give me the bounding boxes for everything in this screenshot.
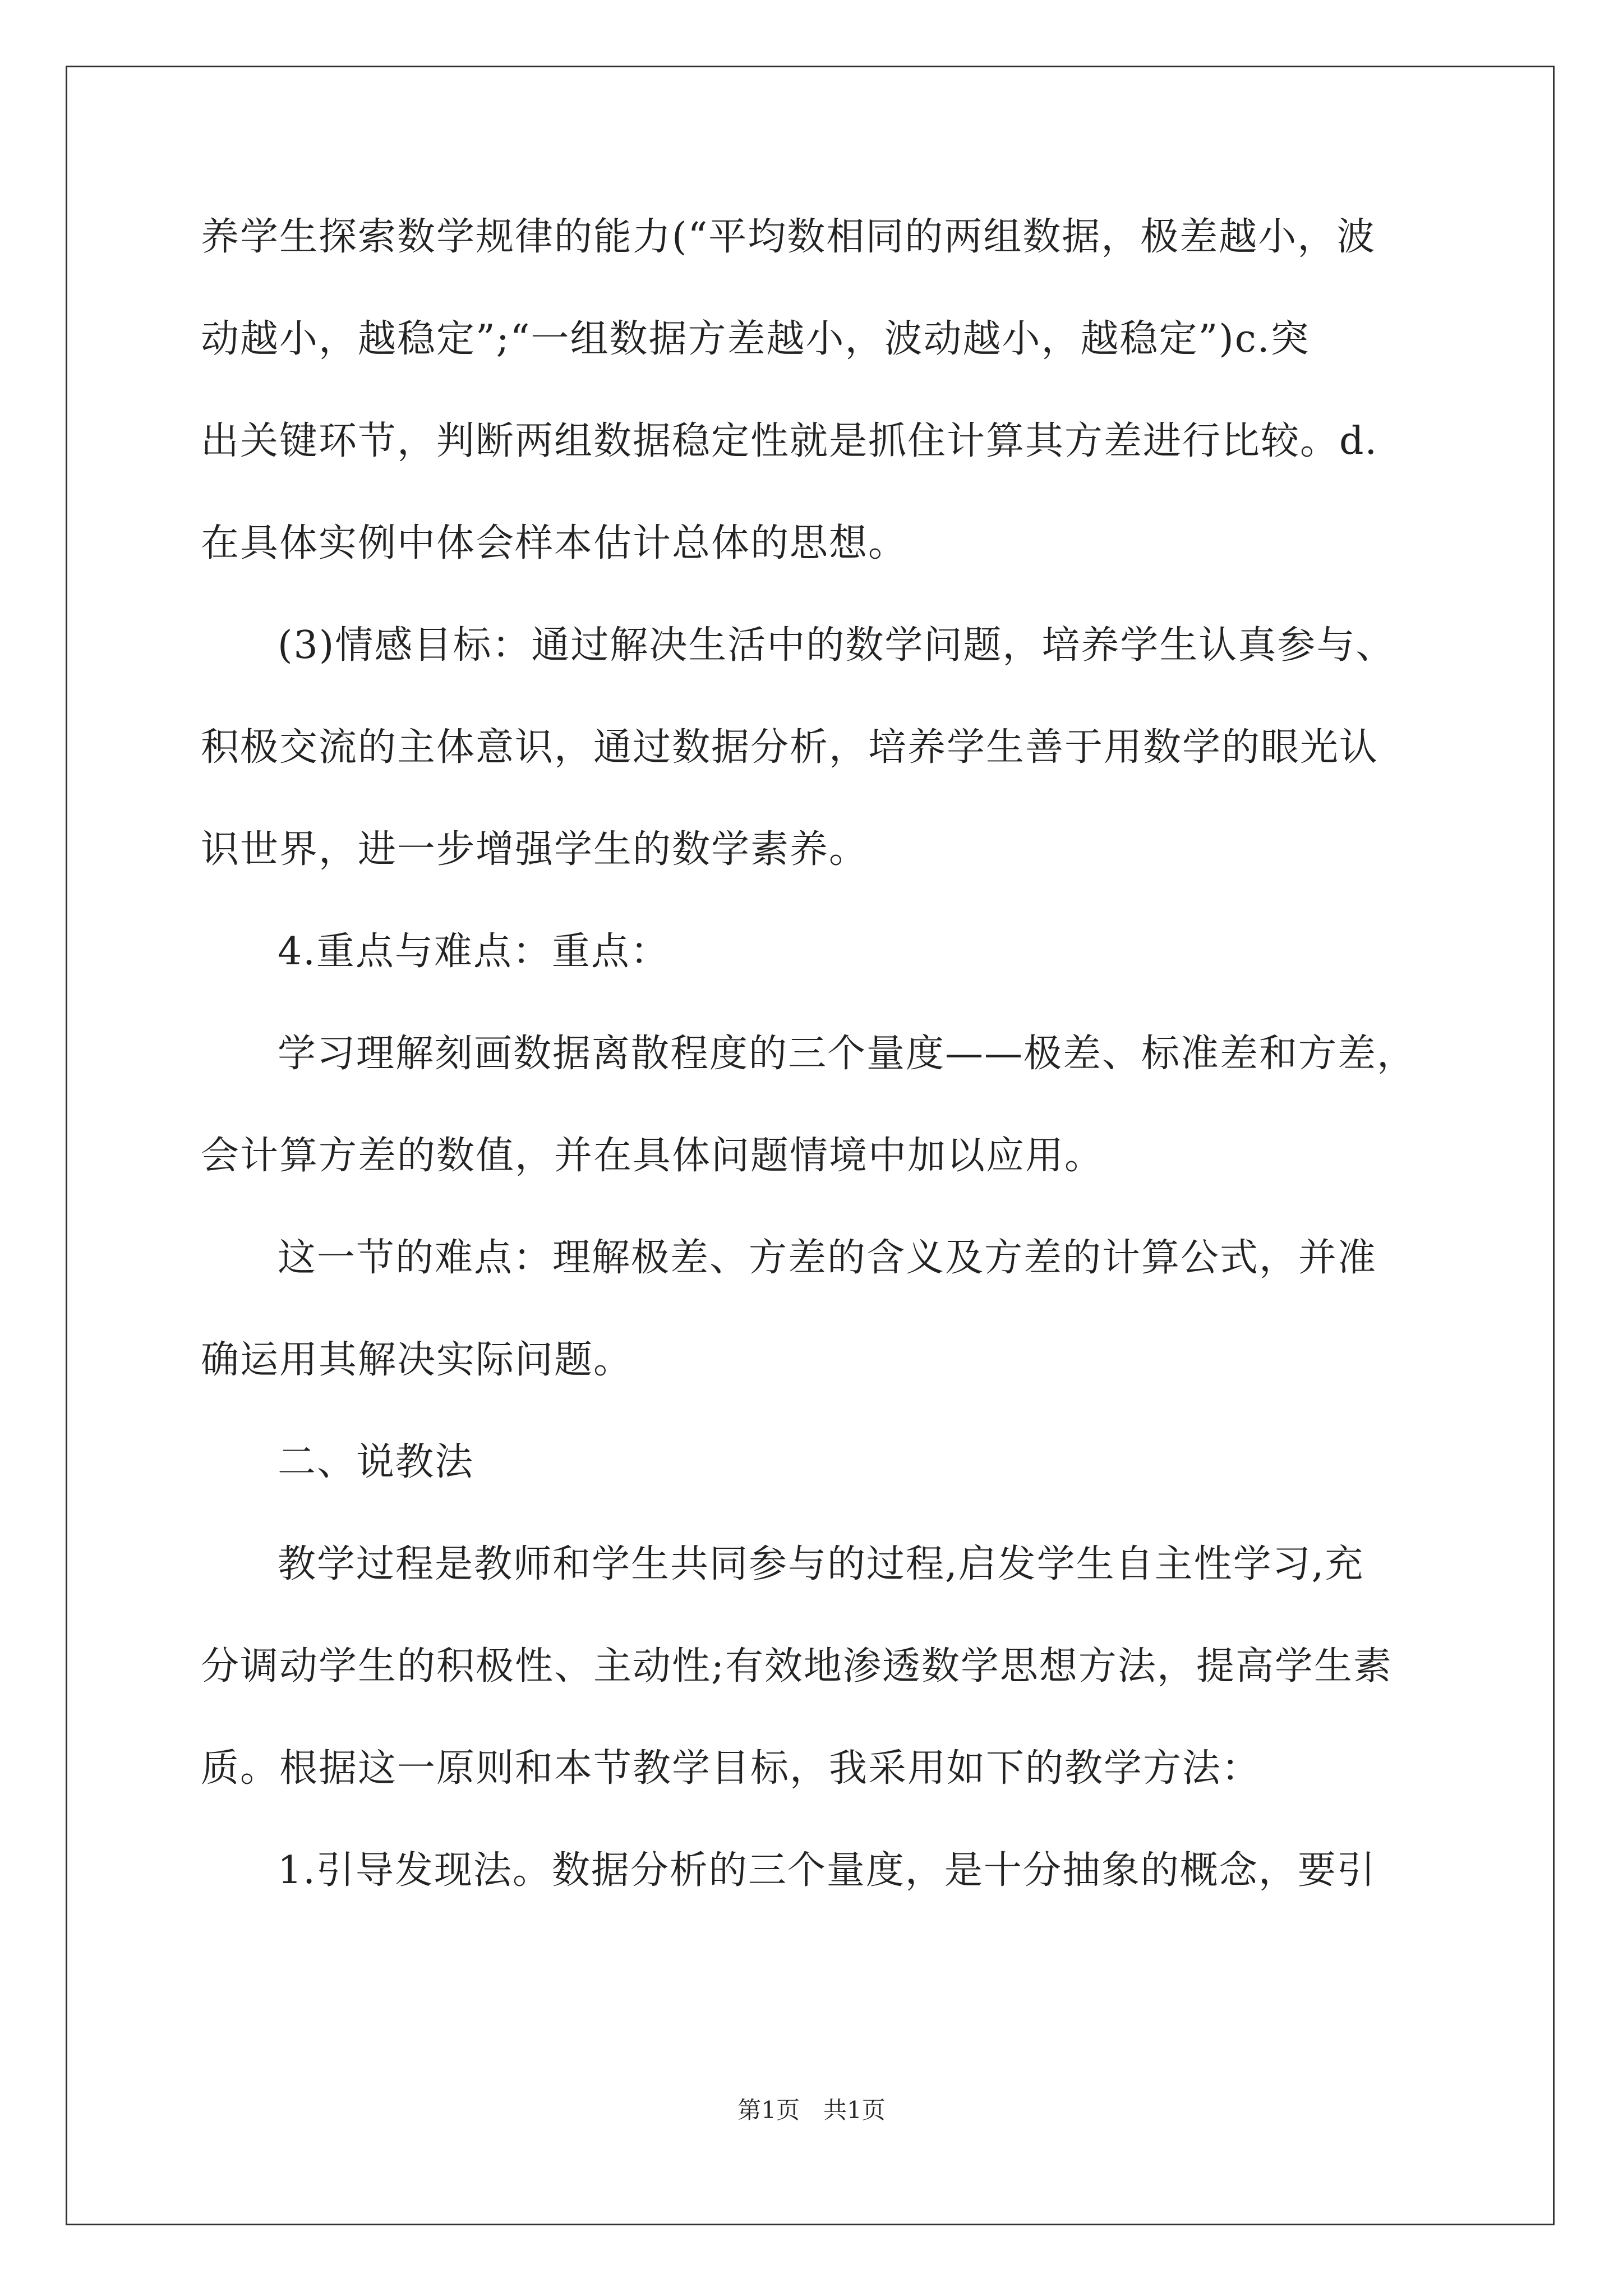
text-line: 识世界，进一步增强学生的数学素养。 — [201, 827, 869, 872]
text-line: 积极交流的主体意识，通过数据分析，培养学生善于用数学的眼光认 — [201, 725, 1379, 770]
paragraph-first-line: 4.重点与难点：重点： — [278, 930, 670, 974]
text-line: 动越小，越稳定”;“一组数据方差越小，波动越小，越稳定”)c.突 — [201, 317, 1310, 361]
paragraph-first-line: (3)情感目标：通过解决生活中的数学问题，培养学生认真参与、 — [278, 623, 1395, 668]
text-line: 养学生探索数学规律的能力(“平均数相同的两组数据，极差越小，波 — [201, 215, 1376, 259]
section-heading: 二、说教法 — [278, 1440, 474, 1484]
text-line: 会计算方差的数值，并在具体问题情境中加以应用。 — [201, 1134, 1104, 1178]
text-line: 分调动学生的积极性、主动性;有效地渗透数学思想方法，提高学生素 — [201, 1644, 1393, 1688]
paragraph-first-line: 学习理解刻画数据离散程度的三个量度——极差、标准差和方差， — [278, 1032, 1417, 1076]
paragraph-first-line: 这一节的难点：理解极差、方差的含义及方差的计算公式，并准 — [278, 1236, 1377, 1280]
text-line: 出关键环节，判断两组数据稳定性就是抓住计算其方差进行比较。d. — [201, 419, 1378, 463]
text-line: 确运用其解决实际问题。 — [201, 1338, 633, 1382]
paragraph-first-line: 1.引导发现法。数据分析的三个量度，是十分抽象的概念，要引 — [278, 1848, 1376, 1893]
paragraph-first-line: 教学过程是教师和学生共同参与的过程,启发学生自主性学习,充 — [278, 1542, 1364, 1586]
text-line: 质。根据这一原则和本节教学目标，我采用如下的教学方法： — [201, 1746, 1261, 1791]
text-line: 在具体实例中体会样本估计总体的思想。 — [201, 521, 908, 565]
page-footer: 第1页 共1页 — [737, 2096, 886, 2124]
